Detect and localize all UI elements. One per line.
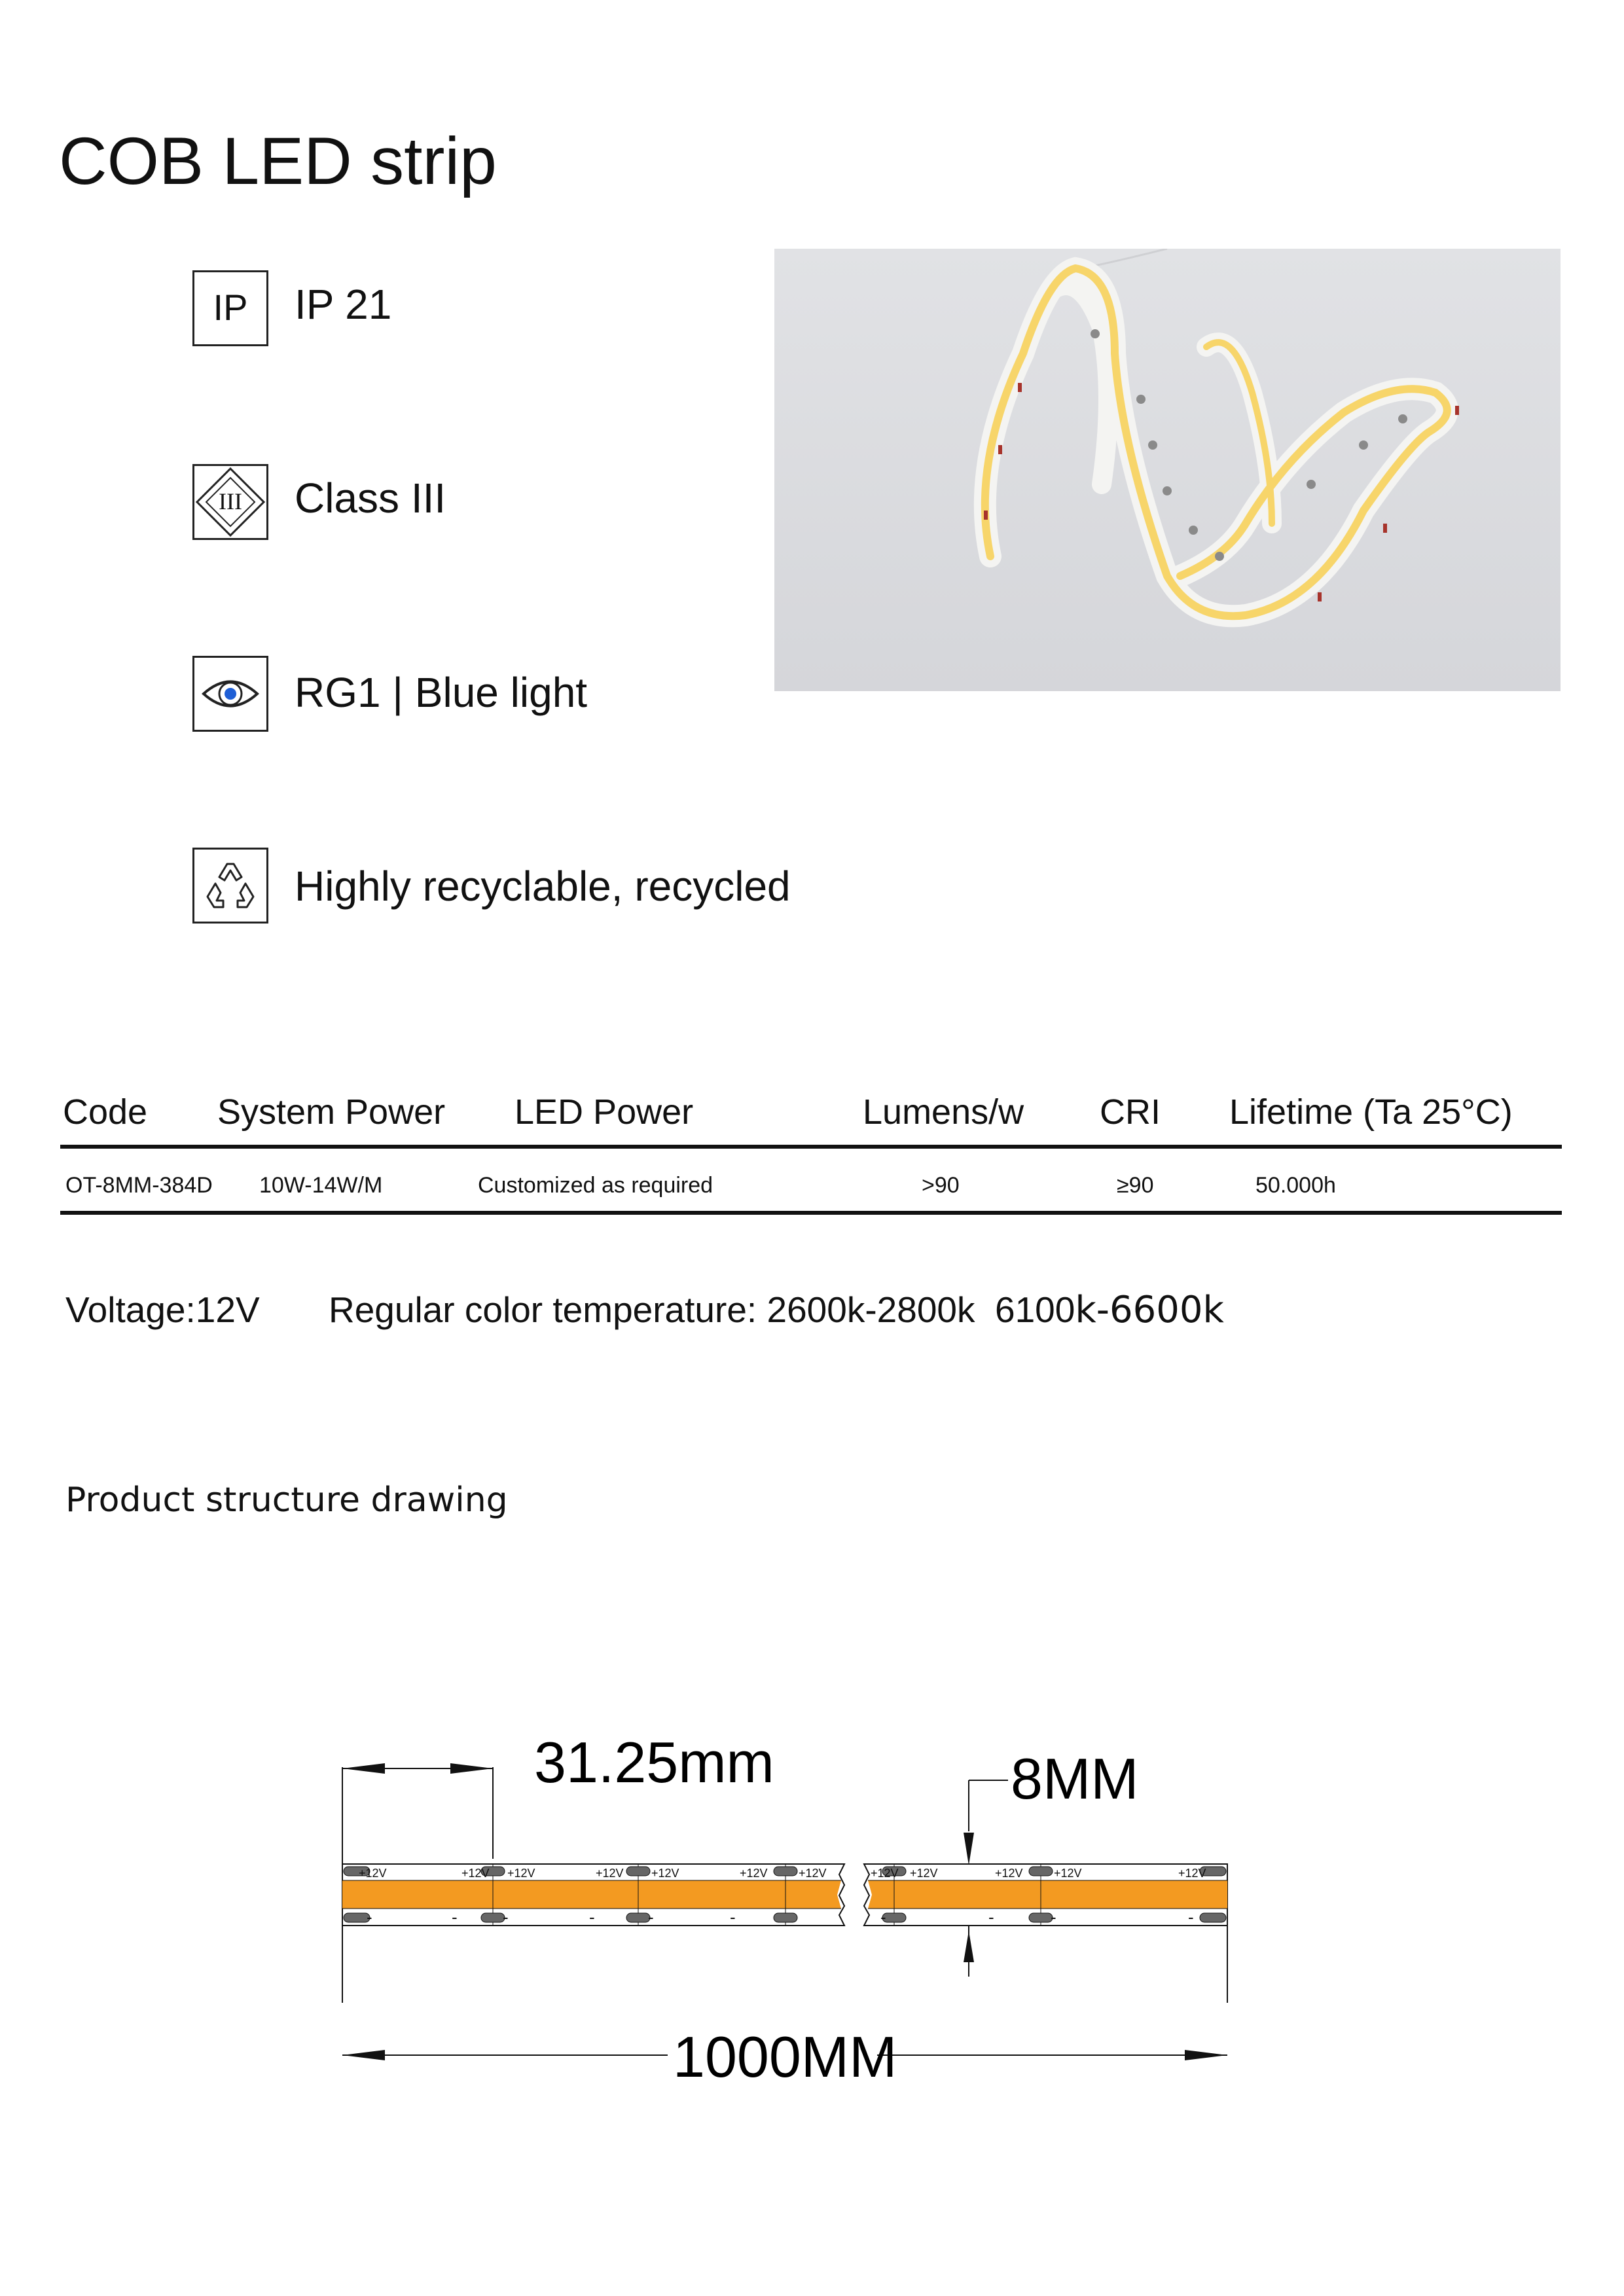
td-led-power: Customized as required xyxy=(478,1173,713,1198)
th-led-power: LED Power xyxy=(514,1092,694,1132)
solder-pad-bottom xyxy=(1029,1913,1053,1922)
ip-icon-text: IP xyxy=(213,287,248,328)
td-lifetime: 50.000h xyxy=(1255,1173,1336,1198)
th-system-power: System Power xyxy=(217,1092,446,1132)
plus-12v-label: +12V xyxy=(461,1867,490,1880)
solder-pad-bottom xyxy=(626,1913,650,1922)
eye-icon xyxy=(192,656,268,732)
table-bottom-rule xyxy=(60,1211,1562,1215)
color-temp-2-rest: k-6600k xyxy=(1075,1289,1224,1331)
th-code: Code xyxy=(63,1092,148,1132)
feature-label-ip: IP 21 xyxy=(295,281,392,328)
plus-12v-label: +12V xyxy=(1178,1867,1206,1880)
recycle-icon xyxy=(192,848,268,924)
color-temp-2-num: 6100 xyxy=(995,1289,1075,1330)
td-system-power: 10W-14W/M xyxy=(259,1173,383,1198)
plus-12v-label: +12V xyxy=(740,1867,768,1880)
feature-label-class: Class III xyxy=(295,475,446,522)
solder-pad-bottom xyxy=(344,1913,370,1922)
minus-label: - xyxy=(503,1907,509,1927)
solder-pad-bottom xyxy=(1200,1913,1226,1922)
section-title: Product structure drawing xyxy=(65,1480,508,1520)
th-lumens: Lumens/w xyxy=(863,1092,1024,1132)
color-temp-text: Regular color temperature: 2600k-2800k xyxy=(329,1289,975,1330)
solder-pad-top xyxy=(1029,1867,1053,1876)
th-lifetime: Lifetime (Ta 25°C) xyxy=(1229,1092,1513,1132)
td-cri: ≥90 xyxy=(1117,1173,1154,1198)
minus-label: - xyxy=(452,1907,458,1927)
pitch-dimension-label: 31.25mm xyxy=(534,1730,774,1795)
class-iii-icon xyxy=(192,464,268,540)
plus-12v-label: +12V xyxy=(1054,1867,1082,1880)
ip-rating-icon xyxy=(192,270,268,346)
plus-12v-label: +12V xyxy=(651,1867,679,1880)
minus-label: - xyxy=(1051,1907,1056,1927)
plus-12v-label: +12V xyxy=(910,1867,938,1880)
feature-label-recycle: Highly recyclable, recycled xyxy=(295,863,791,910)
feature-label-rg1: RG1 | Blue light xyxy=(295,669,588,716)
minus-label: - xyxy=(988,1907,994,1927)
color-temp-2 xyxy=(995,1289,1224,1331)
td-lumens: >90 xyxy=(922,1173,960,1198)
table-header-rule xyxy=(60,1145,1562,1149)
plus-12v-label: +12V xyxy=(596,1867,624,1880)
class-iii-icon-text: III xyxy=(219,488,242,514)
minus-label: - xyxy=(648,1907,654,1927)
solder-pad-top xyxy=(626,1867,650,1876)
plus-12v-label: +12V xyxy=(507,1867,535,1880)
solder-pad-top xyxy=(774,1867,797,1876)
solder-pad-bottom xyxy=(774,1913,797,1922)
width-dimension-label: 8MM xyxy=(1011,1746,1139,1811)
minus-label: - xyxy=(880,1907,886,1927)
solder-pad-bottom xyxy=(481,1913,505,1922)
td-code: OT-8MM-384D xyxy=(65,1173,213,1198)
th-cri: CRI xyxy=(1100,1092,1161,1132)
voltage-text: Voltage:12V xyxy=(65,1289,260,1330)
structure-drawing xyxy=(327,1715,1257,2121)
product-photo xyxy=(774,249,1561,691)
plus-12v-label: +12V xyxy=(871,1867,899,1880)
minus-label: - xyxy=(589,1907,595,1927)
plus-12v-label: +12V xyxy=(995,1867,1023,1880)
plus-12v-label: +12V xyxy=(359,1867,387,1880)
minus-label: - xyxy=(1188,1907,1194,1927)
minus-label: - xyxy=(367,1907,372,1927)
page-title: COB LED strip xyxy=(59,124,497,198)
plus-12v-label: +12V xyxy=(799,1867,827,1880)
minus-label: - xyxy=(730,1907,736,1927)
length-dimension-label: 1000MM xyxy=(673,2024,897,2089)
